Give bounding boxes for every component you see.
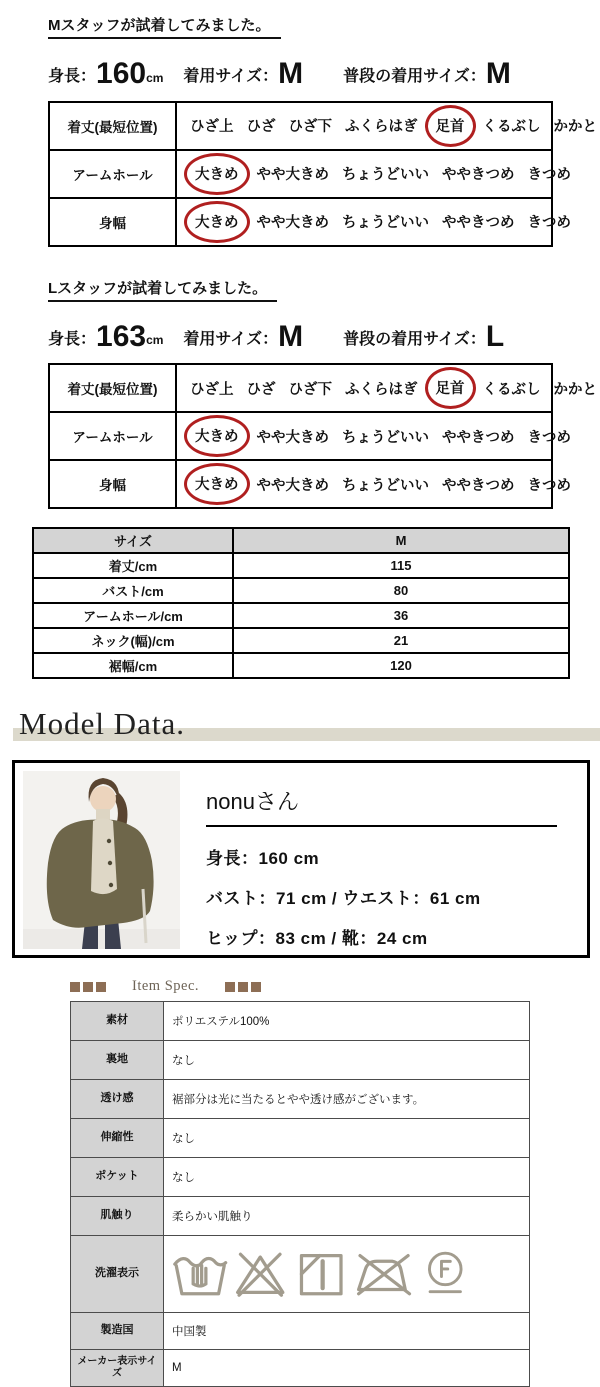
fit-option-selected: 足首 (425, 105, 476, 147)
name-underline (206, 825, 557, 827)
spec-row-value: M (172, 1362, 182, 1374)
fit-option: ふくらはぎ (345, 119, 418, 135)
fit-option: やや大きめ (256, 215, 329, 231)
spec-row-label: ポケット (71, 1158, 164, 1196)
fit-table-row (50, 365, 597, 411)
fit-options (177, 103, 597, 149)
usual-size-label: 普段の着用サイズ： (343, 68, 486, 86)
spec-table-row (71, 1002, 529, 1040)
fit-option: やや大きめ (256, 429, 329, 446)
hand-wash-icon (172, 1250, 228, 1298)
fit-option: ひざ上 (190, 381, 234, 398)
fit-option: きつめ (527, 167, 571, 183)
model-height: 身長：160 cm (206, 849, 320, 868)
fit-table-row (50, 411, 571, 459)
fit-row-label: アームホール (50, 151, 177, 197)
fit-option: ちょうどいい (342, 477, 429, 494)
wear-size-value: M (278, 319, 304, 353)
fit-option: やや大きめ (256, 167, 329, 183)
fit-option: きつめ (527, 429, 571, 446)
spec-table-row (71, 1079, 529, 1118)
height-label: 身長： (48, 68, 97, 86)
fit-options (177, 151, 571, 197)
brown-squares-icon (70, 982, 106, 992)
model-name: nonuさん (206, 789, 299, 814)
do-not-bleach-icon (232, 1250, 288, 1298)
size-row-label: ネック(幅)/cm (33, 628, 233, 653)
spec-row-label: 肌触り (71, 1197, 164, 1235)
spec-row-value: 柔らかい肌触り (172, 1211, 253, 1223)
height-unit: cm (146, 70, 164, 85)
laundry-care-icons (172, 1250, 470, 1298)
fit-option: かかと (553, 381, 597, 398)
fit-option: ひざ上 (190, 119, 234, 135)
fit-options (177, 199, 571, 245)
fit-table-row (50, 197, 571, 245)
size-table-row (33, 653, 569, 678)
spec-row-label: 製造国 (71, 1313, 164, 1349)
spec-row-value (164, 1236, 529, 1312)
staff-section-title: Lスタッフが試着してみました。 (48, 277, 277, 302)
spec-table-row (71, 1157, 529, 1196)
spec-table-row (71, 1349, 529, 1386)
fit-table-row (50, 459, 571, 507)
size-row-value: 36 (233, 603, 569, 628)
fit-options (177, 413, 571, 459)
model-hip-shoe: ヒップ：83 cm / 靴：24 cm (206, 929, 428, 948)
usual-size-value: M (485, 57, 511, 90)
staff-fit-section-m (48, 14, 600, 247)
fit-table-row (50, 149, 571, 197)
fit-option: くるぶし (482, 119, 541, 135)
size-row-value: 80 (233, 578, 569, 603)
spec-row-label: メーカー表示サイズ (71, 1350, 164, 1386)
fit-options (177, 461, 571, 507)
spec-table-row (71, 1235, 529, 1312)
usual-size-value: L (485, 319, 505, 353)
model-info (180, 771, 579, 947)
fit-option: ややきつめ (442, 215, 515, 231)
fit-row-label: 身幅 (50, 199, 177, 245)
staff-measurements (48, 57, 600, 90)
size-table-row (33, 578, 569, 603)
size-table-header-cell: M (233, 528, 569, 553)
size-table-row (33, 553, 569, 578)
fit-table-row (50, 103, 597, 149)
fit-option: きつめ (527, 215, 571, 231)
fit-option-selected: 足首 (425, 367, 476, 409)
spec-table-row (71, 1312, 529, 1349)
wear-size-value: M (278, 57, 304, 90)
spec-row-label: 洗濯表示 (71, 1236, 164, 1312)
fit-option: ちょうどいい (342, 429, 429, 446)
fit-option: ひざ下 (288, 119, 332, 135)
fit-row-label: 着丈(最短位置) (50, 365, 177, 411)
brown-squares-icon (225, 982, 261, 992)
size-row-label: 着丈/cm (33, 553, 233, 578)
do-not-iron-icon (353, 1250, 415, 1298)
size-row-value: 21 (233, 628, 569, 653)
item-spec-heading (70, 978, 600, 995)
height-unit: cm (146, 333, 164, 348)
size-row-value: 120 (233, 653, 569, 678)
fit-options (177, 365, 597, 411)
fit-option: ふくらはぎ (345, 381, 418, 398)
model-photo (23, 771, 180, 949)
fit-option-selected: 大きめ (184, 201, 250, 243)
staff-fit-section-l (48, 277, 600, 510)
fit-option: ひざ (246, 119, 276, 135)
fit-option: ひざ下 (288, 381, 332, 398)
fit-option-selected: 大きめ (184, 153, 250, 195)
fit-option: ややきつめ (442, 429, 515, 446)
item-spec-table (70, 1001, 530, 1387)
fit-option: ややきつめ (442, 167, 515, 183)
staff-measurements (48, 319, 600, 353)
fit-table (48, 363, 597, 509)
fit-option: きつめ (527, 477, 571, 494)
spec-row-value: ポリエステル100% (172, 1016, 270, 1028)
wear-size-label: 着用サイズ： (183, 330, 279, 348)
item-spec-title: Item Spec. (132, 978, 200, 994)
size-row-label: バスト/cm (33, 578, 233, 603)
size-table-row (33, 628, 569, 653)
fit-option-selected: 大きめ (184, 463, 250, 505)
dry-clean-f-icon (420, 1250, 471, 1298)
spec-table-row (71, 1196, 529, 1235)
fit-option: くるぶし (482, 381, 541, 398)
height-value: 163 (96, 319, 147, 353)
model-data-title: Model Data. (19, 706, 185, 741)
fit-table (48, 101, 597, 247)
shade-hang-dry-icon (293, 1250, 349, 1298)
spec-table-row (71, 1118, 529, 1157)
staff-section-title: Mスタッフが試着してみました。 (48, 14, 281, 39)
fit-row-label: 着丈(最短位置) (50, 103, 177, 149)
size-spec-table (32, 527, 570, 679)
spec-row-value: なし (172, 1055, 195, 1067)
height-value: 160 (96, 57, 147, 90)
fit-option: やや大きめ (256, 477, 329, 494)
fit-option: ちょうどいい (342, 167, 429, 183)
size-row-value: 115 (233, 553, 569, 578)
spec-row-value: 裾部分は光に当たるとやや透け感がございます。 (172, 1094, 425, 1106)
spec-table-row (71, 1040, 529, 1079)
model-data-heading (13, 705, 600, 743)
size-table-header-row (33, 528, 569, 553)
size-table-row (33, 603, 569, 628)
fit-option-selected: 大きめ (184, 415, 250, 457)
size-table-header-cell: サイズ (33, 528, 233, 553)
model-bust-waist: バスト：71 cm / ウエスト：61 cm (206, 889, 481, 908)
fit-option: かかと (553, 119, 597, 135)
size-row-label: 裾幅/cm (33, 653, 233, 678)
model-data-card (12, 760, 590, 958)
spec-row-label: 素材 (71, 1002, 164, 1040)
height-label: 身長： (48, 330, 97, 348)
fit-row-label: 身幅 (50, 461, 177, 507)
fit-option: ややきつめ (442, 477, 515, 494)
spec-row-value: なし (172, 1133, 195, 1145)
spec-row-label: 伸縮性 (71, 1119, 164, 1157)
spec-row-label: 裏地 (71, 1041, 164, 1079)
fit-option: ひざ (246, 381, 276, 398)
spec-row-value: なし (172, 1172, 195, 1184)
wear-size-label: 着用サイズ： (183, 68, 279, 86)
size-row-label: アームホール/cm (33, 603, 233, 628)
spec-row-value: 中国製 (172, 1326, 207, 1338)
spec-row-label: 透け感 (71, 1080, 164, 1118)
usual-size-label: 普段の着用サイズ： (343, 330, 486, 348)
fit-row-label: アームホール (50, 413, 177, 459)
fit-option: ちょうどいい (342, 215, 429, 231)
